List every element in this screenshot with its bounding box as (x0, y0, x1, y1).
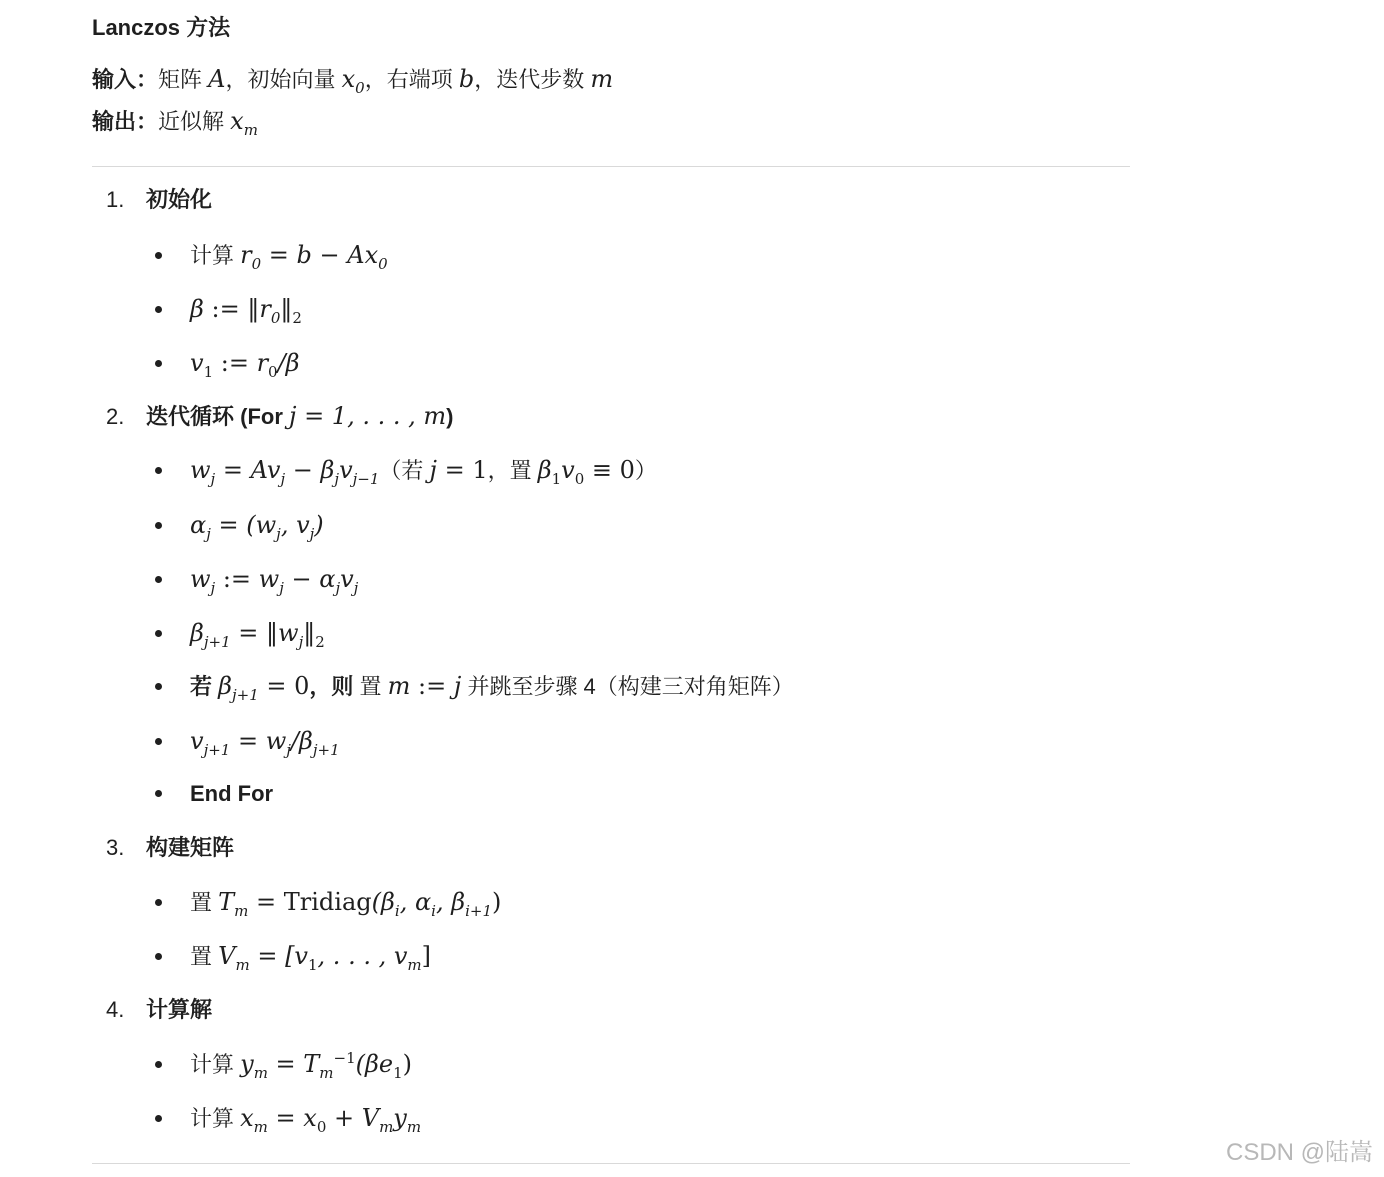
item-lead: 若 (190, 674, 219, 699)
formula: $r_0 = b - Ax_0$ (240, 241, 388, 273)
formula: $v_1$ := $r_0/\beta$ (190, 349, 300, 381)
bullet-icon (155, 899, 162, 906)
bullet-icon (155, 683, 162, 690)
input-line (92, 63, 613, 96)
step-number: 1. (106, 187, 125, 212)
step-2-heading (106, 399, 453, 434)
item-text: 计算 (190, 243, 241, 268)
formula: $\beta_{j+1} = 0$ (218, 672, 310, 704)
list-item (155, 508, 324, 543)
list-item (155, 238, 388, 273)
divider-top (92, 166, 1130, 167)
list-item (155, 669, 794, 704)
step-title: 初始化 (146, 187, 213, 212)
formula: β := $‖r_0‖_2$ (190, 295, 302, 327)
step-title: 计算解 (146, 997, 213, 1022)
output-line (92, 105, 258, 138)
step-title: 迭代循环 (For (146, 404, 289, 429)
formula: $V_m = [v_1$, . . . , $v_m$] (218, 942, 432, 974)
note-math: $\beta_1v_0 \equiv 0$ (537, 456, 635, 488)
formula: $w_j = Av_j - \beta_jv_{j-1}$ (190, 456, 380, 488)
bullet-icon (155, 576, 162, 583)
list-item (155, 885, 501, 920)
input-text-4: ，迭代步数 (474, 67, 591, 92)
list-item (155, 292, 302, 327)
formula: $T_m$ = $Tridiag(\beta_i$, $\alpha_i$, $\beta_{i+1}$) (218, 888, 502, 920)
item-text: 置 (190, 944, 219, 969)
math-xm: $x_m$ (230, 107, 258, 139)
step-number: 4. (106, 997, 125, 1022)
bullet-icon (155, 467, 162, 474)
bullet-icon (155, 306, 162, 313)
step-3-heading (106, 831, 234, 865)
list-item (155, 1047, 412, 1082)
math-b: b (458, 65, 475, 93)
step-1-heading (106, 183, 212, 217)
step-title-close: ) (446, 404, 454, 429)
list-item (155, 1101, 421, 1136)
bullet-icon (155, 1115, 162, 1122)
bullet-icon (155, 360, 162, 367)
list-item (155, 453, 657, 488)
item-text: 计算 (190, 1052, 241, 1077)
end-for-label: End For (190, 781, 274, 806)
watermark: CSDN @陆嵩 (1226, 1139, 1374, 1166)
bullet-icon (155, 522, 162, 529)
step-title: 构建矩阵 (146, 835, 235, 860)
divider-bottom (92, 1163, 1130, 1164)
formula: $x_m = x_0 + V_my_m$ (240, 1104, 422, 1136)
item-tail: 并跳至步骤 4（构建三对角矩阵） (461, 674, 794, 699)
item-note: （若 (379, 458, 430, 483)
item-note: ，置 (487, 458, 538, 483)
list-item (155, 724, 340, 759)
doc-title: Lanczos 方法 (92, 15, 231, 40)
item-text: 置 (190, 890, 219, 915)
bullet-icon (155, 790, 162, 797)
list-item (155, 616, 325, 651)
item-note: ） (634, 458, 657, 483)
list-item (155, 939, 431, 974)
output-label: 输出： (92, 109, 159, 134)
input-text-1: 矩阵 (158, 67, 209, 92)
bullet-icon (155, 738, 162, 745)
step-number: 2. (106, 404, 125, 429)
formula: $\beta_{j+1}$ = $‖w_j‖_2$ (190, 619, 325, 651)
input-text-2: ，初始向量 (225, 67, 342, 92)
list-item (155, 562, 358, 597)
formula: $\alpha_j = (w_j$, $v_j$) (190, 511, 324, 543)
formula: $w_j$ := $w_j - \alpha_jv_j$ (190, 565, 359, 597)
math-m: m (590, 65, 614, 93)
input-label: 输入： (92, 67, 159, 92)
bullet-icon (155, 953, 162, 960)
formula: $v_{j+1} = w_j/\beta_{j+1}$ (190, 727, 340, 759)
output-text-1: 近似解 (158, 109, 231, 134)
list-item (155, 346, 300, 381)
bullet-icon (155, 1061, 162, 1068)
bullet-icon (155, 252, 162, 259)
bullet-icon (155, 630, 162, 637)
item-text: 计算 (190, 1106, 241, 1131)
item-then: ，则 (309, 674, 360, 699)
note-math: j = 1 (429, 456, 488, 484)
step-title-math: j = 1, . . . , m (289, 402, 447, 430)
input-text-3: ，右端项 (364, 67, 459, 92)
step-number: 3. (106, 835, 125, 860)
math-A: A (208, 65, 226, 93)
formula: $y_m = T_m^{-1}(\beta e_1)$ (240, 1049, 413, 1082)
step-4-heading (106, 993, 212, 1027)
item-text: 置 (359, 674, 388, 699)
list-item (155, 777, 273, 811)
formula: m := j (387, 672, 462, 700)
math-x0: $x_0$ (341, 65, 365, 97)
